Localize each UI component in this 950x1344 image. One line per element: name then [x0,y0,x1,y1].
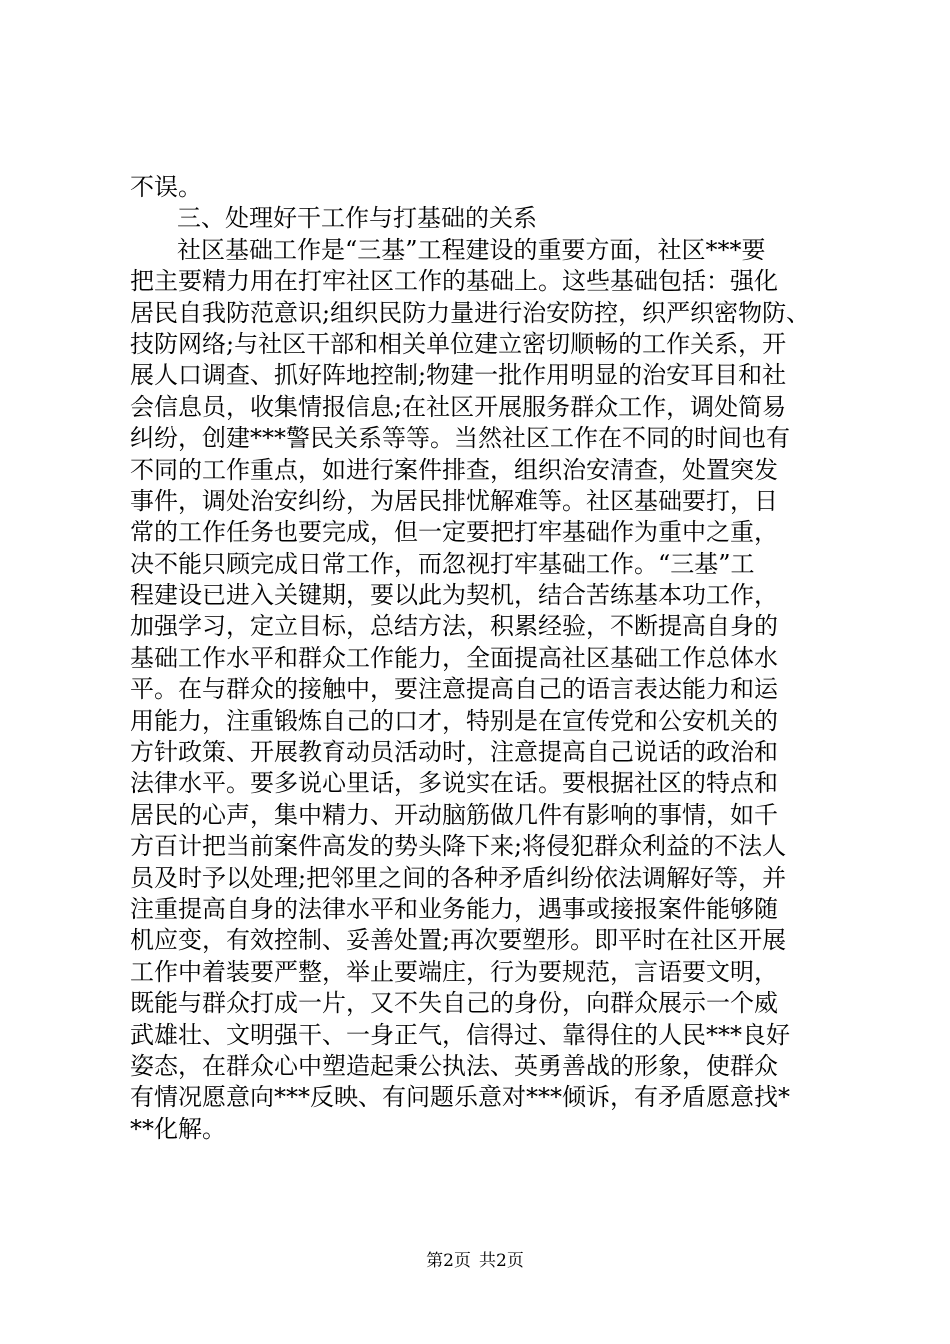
paragraph-line: 注重提高自身的法律水平和业务能力，遇事或接报案件能够随 [130,894,778,923]
paragraph-line: 事件，调处治安纠纷，为居民排忧解难等。社区基础要打，日 [130,486,778,515]
paragraph-line: **化解。 [130,1114,226,1143]
paragraph-line: 法律水平。要多说心里话，多说实在话。要根据社区的特点和 [130,769,778,798]
paragraph-line: 纠纷，创建***警民关系等等。当然社区工作在不同的时间也有 [130,424,790,453]
paragraph-line: 既能与群众打成一片，又不失自己的身份，向群众展示一个威 [130,989,778,1018]
paragraph-line: 加强学习，定立目标，总结方法，积累经验，不断提高自身的 [130,612,778,641]
paragraph-line: 把主要精力用在打牢社区工作的基础上。这些基础包括：强化 [130,267,778,296]
paragraph-line: 程建设已进入关键期，要以此为契机，结合苦练基本功工作， [130,581,778,610]
paragraph-line: 机应变，有效控制、妥善处置;再次要塑形。即平时在社区开展 [130,926,787,955]
paragraph-line: 员及时予以处理;把邻里之间的各种矛盾纠纷依法调解好等，并 [130,863,787,892]
paragraph-line: 用能力，注重锻炼自己的口才，特别是在宣传党和公安机关的 [130,706,778,735]
page-footer [0,1246,950,1271]
paragraph-line: 社区基础工作是“三基”工程建设的重要方面，社区***要 [177,235,766,264]
paragraph-line: 武雄壮、文明强干、一身正气，信得过、靠得住的人民***良好 [130,1020,790,1049]
paragraph-line: 方百计把当前案件高发的势头降下来;将侵犯群众利益的不法人 [130,832,787,861]
paragraph-line: 居民的心声，集中精力、开动脑筋做几件有影响的事情，如千 [130,800,778,829]
document-body [130,172,840,1145]
paragraph-line: 平。在与群众的接触中，要注意提高自己的语言表达能力和运 [130,675,778,704]
paragraph-line: 工作中着装要严整，举止要端庄，行为要规范，言语要文明， [130,957,778,986]
paragraph-line: 姿态，在群众心中塑造起秉公执法、英勇善战的形象，使群众 [130,1051,778,1080]
paragraph-line: 居民自我防范意识;组织民防力量进行治安防控，织严织密物防、 [130,298,811,327]
paragraph-line: 不误。 [130,173,202,201]
paragraph-line: 有情况愿意向***反映、有问题乐意对***倾诉，有矛盾愿意找* [130,1083,790,1112]
paragraph-line: 展人口调查、抓好阵地控制;物建一批作用明显的治安耳目和社 [130,361,787,390]
paragraph-line: 基础工作水平和群众工作能力，全面提高社区基础工作总体水 [130,643,778,672]
page-number: 第2页 [426,1251,471,1271]
paragraph-line: 决不能只顾完成日常工作，而忽视打牢基础工作。“三基”工 [130,549,755,578]
paragraph-line: 方针政策、开展教育动员活动时，注意提高自己说话的政治和 [130,738,778,767]
paragraph-line: 常的工作任务也要完成，但一定要把打牢基础作为重中之重， [130,518,778,547]
paragraph-line: 技防网络;与社区干部和相关单位建立密切顺畅的工作关系，开 [130,329,787,358]
section-heading: 三、处理好干工作与打基础的关系 [177,204,537,233]
page-total: 共2页 [479,1251,524,1271]
paragraph-line: 会信息员，收集情报信息;在社区开展服务群众工作，调处简易 [130,392,787,421]
paragraph-line: 不同的工作重点，如进行案件排查，组织治安清查，处置突发 [130,455,778,484]
